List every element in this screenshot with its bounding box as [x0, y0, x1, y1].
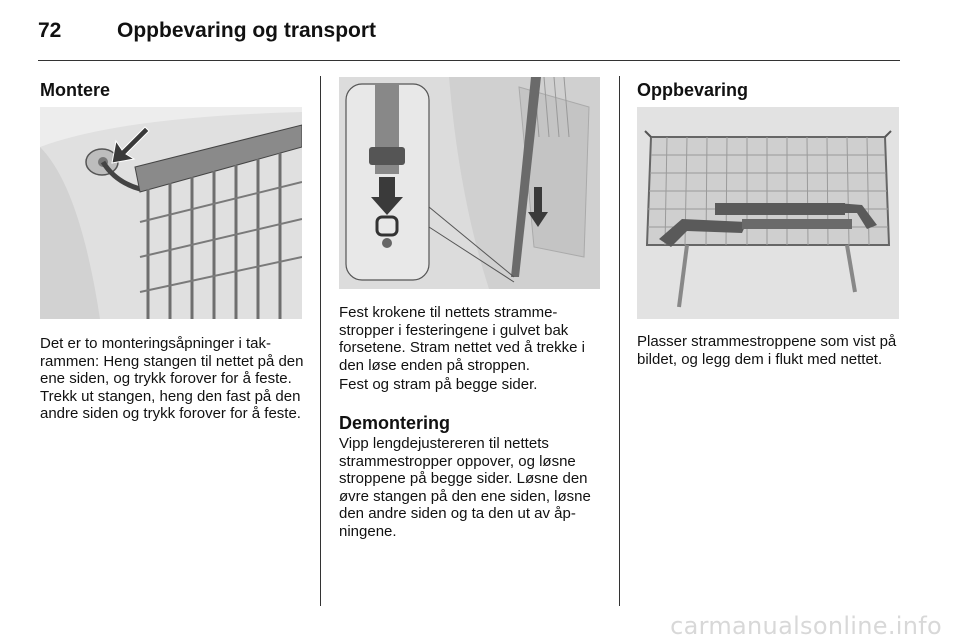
illustration-storage-net: [637, 107, 899, 319]
paragraph-fest-krokene: Fest krokene til nettets strammestropper i festeringene i gulvet bak forsetene. Stram nettet ved å trekke i den løse enden på stroppen.: [339, 304, 585, 374]
page-number: 72: [38, 19, 62, 42]
section-heading-montere: Montere: [40, 80, 111, 100]
column-divider-1: [320, 76, 321, 606]
section-heading-oppbevaring: Oppbevaring: [637, 80, 749, 100]
header-divider: [38, 60, 900, 61]
column-divider-2: [619, 76, 620, 606]
illustration-mounting-bracket: [40, 107, 302, 319]
paragraph-fest-og-stram: Fest og stram på begge sider.: [339, 376, 538, 393]
section-heading-demontering: Demontering: [339, 413, 451, 433]
page-title: Oppbevaring og transport: [117, 19, 377, 42]
paragraph-demontering: Vipp lengdejustereren til nettets strammestropper oppover, og løsne stroppene på begge sider. Løsne den øvre stangen på den ene siden, løsne den andre siden og ta den ut av åpningene.: [339, 435, 591, 540]
paragraph-oppbevaring: Plasser strammestroppene som vist på bildet, og legg dem i flukt med nettet.: [637, 333, 897, 368]
watermark: carmanualsonline.info: [670, 612, 942, 640]
paragraph-montere: Det er to monteringsåpninger i takrammen: Heng stangen til nettet på den ene siden, og trykk forover for å feste. Trekk ut stangen, heng den fast på den andre siden og trykk forover for å feste.: [40, 335, 304, 423]
illustration-floor-anchor: [339, 77, 600, 289]
